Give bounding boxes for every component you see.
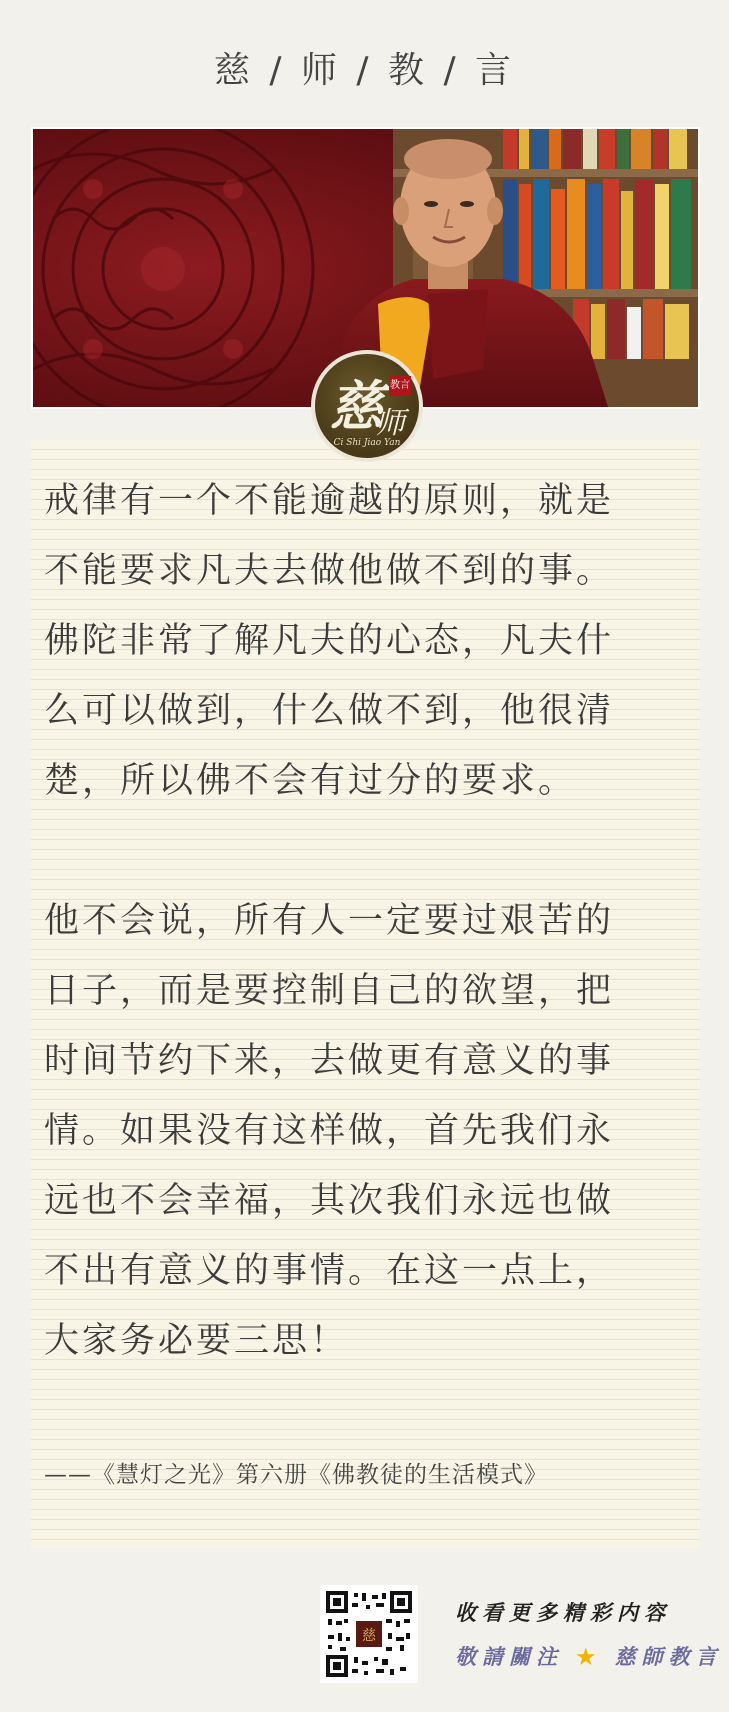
- seal-tag: 教言: [389, 376, 411, 396]
- star-icon: ★: [576, 1644, 596, 1669]
- seal-main-char: 慈: [329, 374, 383, 438]
- article-source-citation: ——《慧灯之光》第六册《佛教徒的生活模式》: [44, 1462, 548, 1488]
- svg-text:慈: 慈: [362, 1628, 376, 1644]
- lined-paper-article: [31, 440, 700, 1548]
- page-title: 慈 / 师 / 教 / 言: [213, 50, 516, 91]
- seal-side-char: 师: [375, 406, 405, 441]
- follow-prefix: 敬請關注: [455, 1644, 563, 1669]
- account-name: 慈師教言: [614, 1644, 723, 1669]
- qr-code-image[interactable]: [320, 1585, 418, 1683]
- article-paragraph-2: 他不会说，所有人一定要过艰苦的 日子，而是要控制自己的欲望，把 时间节约下来，去做更有意义的事 情。如果没有这样做，首先我们永 远也不会幸福，其次我们永远也做 不出有意义的事情。在这一点上， 大家务必要三思！: [44, 901, 615, 1361]
- cishi-jiaoyan-seal-logo: [311, 350, 423, 462]
- seal-roman-text: Ci Shi Jiao Yan: [333, 438, 401, 448]
- follow-prompt-line2: [455, 1641, 722, 1671]
- article-paragraph-1: 戒律有一个不能逾越的原则，就是 不能要求凡夫去做他做不到的事。 佛陀非常了解凡夫的心态，凡夫什 么可以做到，什么做不到，他很清 楚，所以佛不会有过分的要求。: [44, 481, 615, 801]
- follow-prompt-line1: 收看更多精彩内容: [455, 1600, 671, 1625]
